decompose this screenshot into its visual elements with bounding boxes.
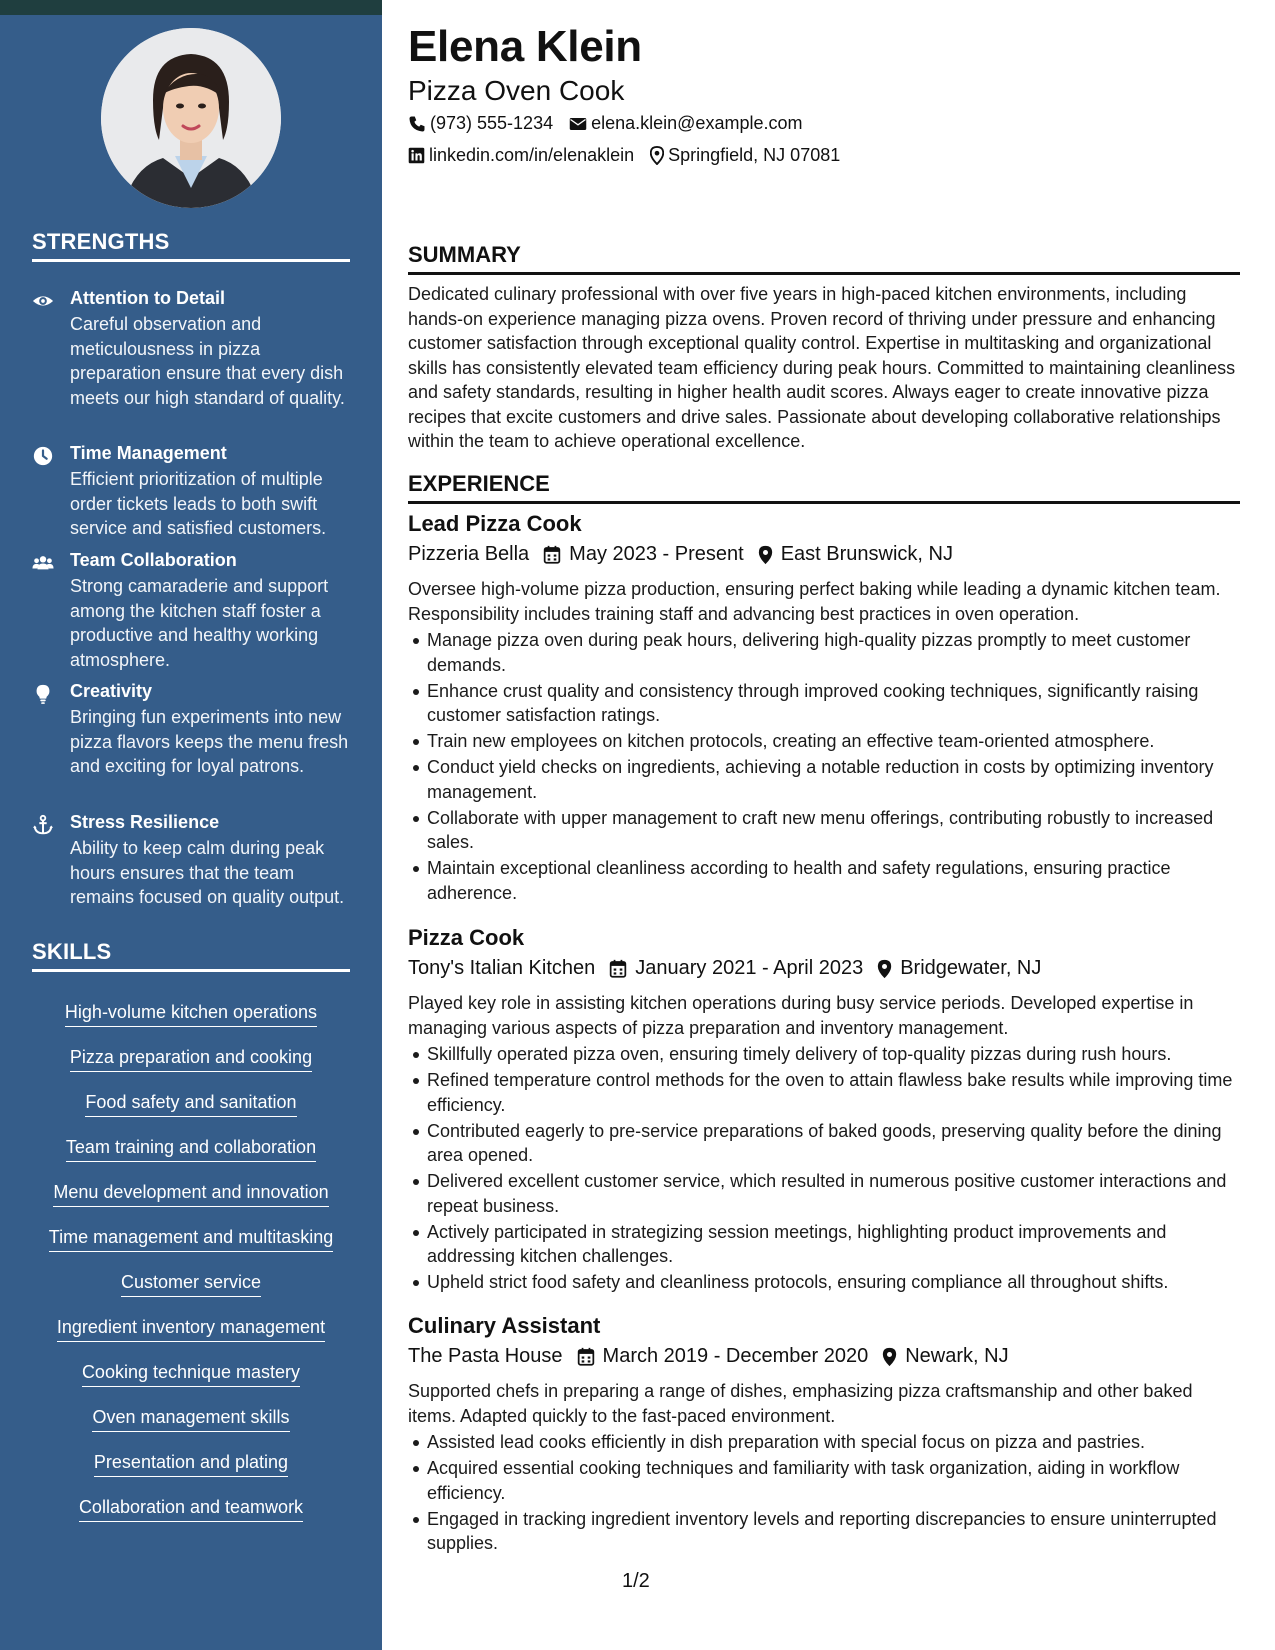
job-location: Newark, NJ	[905, 1345, 1009, 1367]
list-item: Manage pizza oven during peak hours, delivering high-quality pizzas promptly to meet customer demands.	[427, 628, 1240, 677]
skill-item: Oven management skills	[0, 1407, 382, 1433]
skill-item: Collaboration and teamwork	[0, 1497, 382, 1523]
sidebar	[0, 15, 382, 1650]
job-description: Played key role in assisting kitchen operations during busy service periods. Developed expertise in managing various aspects of pizza preparation and inventory management.	[408, 993, 1194, 1038]
list-item: Enhance crust quality and consistency through improved cooking techniques, significantly raising customer satisfaction ratings.	[427, 679, 1240, 728]
skill-item: Presentation and plating	[0, 1452, 382, 1478]
list-item: Assisted lead cooks efficiently in dish preparation with special focus on pizza and pastries.	[427, 1430, 1240, 1455]
skill-item: High-volume kitchen operations	[0, 1002, 382, 1028]
job-location: East Brunswick, NJ	[780, 543, 953, 565]
job-bullets	[408, 1042, 1240, 1296]
calendar-icon	[577, 1347, 595, 1366]
strength-name: Attention to Detail	[70, 288, 225, 308]
job-meta	[408, 543, 953, 566]
job-title: Pizza Cook	[408, 925, 525, 950]
clock-icon	[32, 445, 54, 467]
skill-item: Time management and multitasking	[0, 1227, 382, 1253]
list-item: Upheld strict food safety and cleanliness protocols, ensuring compliance all throughout shifts.	[427, 1270, 1240, 1295]
person-role: Pizza Oven Cook	[408, 75, 625, 106]
map-pin-icon	[650, 146, 664, 165]
job-company: Pizzeria Bella	[408, 543, 530, 565]
eye-icon	[32, 290, 54, 312]
list-item: Delivered excellent customer service, which resulted in numerous positive customer interactions and repeat business.	[427, 1169, 1240, 1218]
page-number: 1/2	[622, 1570, 650, 1592]
skill-item: Customer service	[0, 1272, 382, 1298]
skill-item: Ingredient inventory management	[0, 1317, 382, 1343]
job-company: Tony's Italian Kitchen	[408, 957, 596, 979]
strengths-heading: STRENGTHS	[32, 229, 350, 262]
experience-heading: EXPERIENCE	[408, 471, 1240, 504]
list-item: Refined temperature control methods for the oven to attain flawless bake results while improving time efficiency.	[427, 1068, 1240, 1117]
summary-heading: SUMMARY	[408, 242, 1240, 275]
job-meta	[408, 957, 1041, 980]
job-bullets	[408, 1430, 1240, 1557]
lightbulb-icon	[32, 683, 54, 705]
skill-item: Cooking technique mastery	[0, 1362, 382, 1388]
list-item: Collaborate with upper management to craft new menu offerings, contributing robustly to increased sales.	[427, 806, 1240, 855]
calendar-icon	[543, 545, 561, 564]
map-pin-icon	[758, 545, 773, 565]
list-item: Contributed eagerly to pre-service preparations of baked goods, preserving quality before the dining area opened.	[427, 1119, 1240, 1168]
list-item: Maintain exceptional cleanliness according to health and safety regulations, ensuring practice adherence.	[427, 856, 1240, 905]
list-item: Actively participated in strategizing session meetings, highlighting product improvements and addressing kitchen challenges.	[427, 1220, 1240, 1269]
job-company: The Pasta House	[408, 1345, 563, 1367]
job-dates: January 2021 - April 2023	[635, 957, 864, 979]
strength-description: Bringing fun experiments into new pizza flavors keeps the menu fresh and exciting for loyal patrons.	[70, 707, 349, 776]
strength-description: Careful observation and meticulousness in pizza preparation ensure that every dish meets our high standard of quality.	[70, 314, 345, 408]
strength-name: Time Management	[70, 443, 227, 463]
calendar-icon	[609, 959, 627, 978]
job-location: Bridgewater, NJ	[900, 957, 1042, 979]
skill-item: Menu development and innovation	[0, 1182, 382, 1208]
job-bullets	[408, 628, 1240, 907]
phone-icon	[408, 115, 426, 133]
map-pin-icon	[882, 1347, 897, 1367]
strength-description: Strong camaraderie and support among the kitchen staff foster a productive and healthy working atmosphere.	[70, 576, 329, 670]
skills-heading: SKILLS	[32, 939, 350, 972]
location-contact: Springfield, NJ 07081	[650, 145, 840, 166]
map-pin-icon	[877, 959, 892, 979]
list-item: Conduct yield checks on ingredients, achieving a notable reduction in costs by optimizing inventory management.	[427, 755, 1240, 804]
skill-item: Food safety and sanitation	[0, 1092, 382, 1118]
contact-row	[408, 113, 818, 134]
list-item: Train new employees on kitchen protocols, creating an effective team-oriented atmosphere.	[427, 729, 1240, 754]
linkedin-icon	[408, 147, 425, 164]
list-item: Engaged in tracking ingredient inventory levels and reporting discrepancies to ensure uninterrupted supplies.	[427, 1507, 1240, 1556]
top-accent-bar	[0, 0, 382, 15]
phone-contact: (973) 555-1234	[408, 113, 553, 134]
summary-text: Dedicated culinary professional with over five years in high-paced kitchen environments, including hands-on experience managing pizza ovens. Proven record of thriving under pressure and enhancing customer satisfaction through exceptional quality control. Expertise in multitasking and organizational skills has consistently elevated team efficiency during peak hours. Committed to maintaining cleanliness and safety standards, resulting in higher health audit scores. Always eager to create innovative pizza recipes that excite customers and drive sales. Passionate about developing collaborative relationships within the team to achieve operational excellence.	[408, 284, 1236, 451]
strength-description: Efficient prioritization of multiple order tickets leads to both swift service and satisfied customers.	[70, 469, 327, 538]
envelope-icon	[569, 116, 587, 132]
job-title: Lead Pizza Cook	[408, 511, 582, 536]
list-item: Skillfully operated pizza oven, ensuring timely delivery of top-quality pizzas during rush hours.	[427, 1042, 1240, 1067]
portrait-image	[101, 28, 281, 208]
anchor-icon	[32, 814, 54, 836]
strength-name: Stress Resilience	[70, 812, 220, 832]
list-item: Acquired essential cooking techniques and familiarity with task organization, aiding in workflow efficiency.	[427, 1456, 1240, 1505]
job-dates: March 2019 - December 2020	[602, 1345, 869, 1367]
job-meta	[408, 1345, 1009, 1368]
avatar	[101, 28, 281, 208]
skill-item: Pizza preparation and cooking	[0, 1047, 382, 1073]
users-icon	[32, 552, 54, 574]
contact-row-2	[408, 145, 856, 166]
person-name: Elena Klein	[408, 22, 642, 71]
job-title: Culinary Assistant	[408, 1313, 601, 1338]
email-contact[interactable]: elena.klein@example.com	[569, 113, 802, 134]
job-description: Oversee high-volume pizza production, ensuring perfect baking while leading a dynamic kitchen team. Responsibility includes training staff and advancing best practices in oven operation.	[408, 579, 1221, 624]
strength-name: Team Collaboration	[70, 550, 237, 570]
strength-description: Ability to keep calm during peak hours ensures that the team remains focused on quality output.	[70, 838, 345, 907]
linkedin-contact[interactable]: linkedin.com/in/elenaklein	[408, 145, 634, 166]
job-description: Supported chefs in preparing a range of dishes, emphasizing pizza craftsmanship and other baked items. Adapted quickly to the fast-paced environment.	[408, 1381, 1193, 1426]
skill-item: Team training and collaboration	[0, 1137, 382, 1163]
strength-name: Creativity	[70, 681, 153, 701]
job-dates: May 2023 - Present	[569, 543, 744, 565]
